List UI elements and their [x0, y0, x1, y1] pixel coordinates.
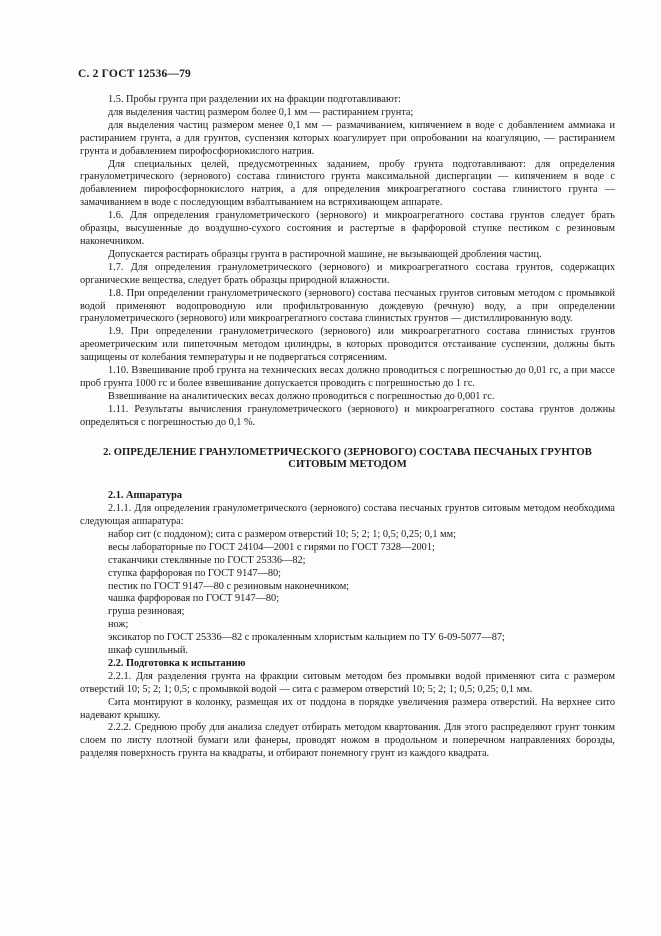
- paragraph: пестик по ГОСТ 9147—80 с резиновым наконечником;: [108, 580, 350, 592]
- paragraph: 2.2.1. Для разделения грунта на фракции ситовым методом без промывки водой применяют сита с размером отверстий 10; 5; 2; 1; 0,5; с промывкой водой — сита с размером отверстий 10; 5; 2; 1; 0,5; 0,25; 0,1 мм.: [80, 670, 615, 695]
- paragraph: весы лабораторные по ГОСТ 24104—2001 с гирями по ГОСТ 7328—2001;: [108, 541, 435, 553]
- paragraph: набор сит (с поддоном); сита с размером отверстий 10; 5; 2; 1; 0,5; 0,25; 0,1 мм;: [108, 528, 456, 540]
- paragraph: для выделения частиц размером более 0,1 мм — растиранием грунта;: [108, 106, 414, 118]
- paragraph: 1.9. При определении гранулометрического (зернового) или микроагрегатного состава глинистых грунтов ареометрическим или пипеточным методом цилиндры, в которых проводится отстаивание суспензии, должны быть защищены от колебания температуры и не подвергаться сотрясениям.: [80, 326, 615, 364]
- paragraph: стаканчики стеклянные по ГОСТ 25336—82;: [108, 554, 306, 566]
- paragraph: 2.1.1. Для определения гранулометрического (зернового) состава песчаных грунтов ситовым методом необходима следующая аппаратура:: [80, 503, 615, 527]
- paragraph: Сита монтируют в колонку, размещая их от поддона в порядке увеличения размера отверстий. На верхнее сито надевают крышку.: [80, 696, 615, 721]
- paragraph: 1.11. Результаты вычисления гранулометрического (зернового) и микроагрегатного состава грунтов должны определяться с погрешностью до 0,1 %.: [80, 403, 615, 428]
- page-content: [80, 94, 615, 761]
- section-2-heading: 2. ОПРЕДЕЛЕНИЕ ГРАНУЛОМЕТРИЧЕСКОГО (ЗЕРНОВОГО) СОСТАВА ПЕСЧАНЫХ ГРУНТОВ СИТОВЫМ МЕТОДОМ: [103, 446, 592, 471]
- paragraph: 1.8. При определении гранулометрического (зернового) состава песчаных грунтов ситовым методом с промывкой водой применяют водопроводную или профильтрованную дождевую (речную) воду, а при определении гранулометрического (зернового) или микроагрегатного состава глинистых грунтов — дистиллированную воду.: [80, 287, 615, 325]
- paragraph: шкаф сушильный.: [108, 645, 188, 657]
- paragraph: нож;: [108, 619, 129, 631]
- paragraph: 1.5. Пробы грунта при разделении их на фракции подготавливают:: [108, 94, 401, 105]
- paragraph: Допускается растирать образцы грунта в растирочной машине, не вызывающей дробления частиц.: [108, 248, 542, 260]
- paragraph: 1.6. Для определения гранулометрического (зернового) и микроагрегатного состава грунтов следует брать образцы, высушенные до воздушно-сухого состояния и растертые в фарфоровой ступке пестиком с резиновым наконечником.: [80, 210, 615, 247]
- paragraph: 1.7. Для определения гранулометрического (зернового) и микроагрегатного состава грунтов, содержащих органические вещества, следует брать образцы природной влажности.: [80, 261, 615, 286]
- paragraph: Взвешивание на аналитических весах должно проводиться с погрешностью до 0,001 гс.: [108, 390, 495, 402]
- paragraph: 1.10. Взвешивание проб грунта на технических весах должно проводиться с погрешностью до 0,01 гс, а при массе проб грунта 1000 гс и более взвешивание допускается проводить с погрешностью до 1 гс.: [80, 365, 615, 389]
- section-1-paragraphs: [80, 94, 615, 430]
- page-header: С. 2 ГОСТ 12536—79: [78, 68, 191, 80]
- paragraph: ступка фарфоровая по ГОСТ 9147—80;: [108, 567, 281, 579]
- paragraph: Для специальных целей, предусмотренных заданием, пробу грунта подготавливают: для определения гранулометрического (зернового) состава глинистого грунта максимальной диспергации — кипячением в воде с добавлением пирофосфорнокислого натрия, а для определения микроагрегатного состава глинистого грунта — замачиванием в воде с последующим взбалтыванием на встряхивающем аппарате.: [80, 158, 615, 209]
- paragraph: чашка фарфоровая по ГОСТ 9147—80;: [108, 593, 280, 605]
- paragraph: 2.2.2. Среднюю пробу для анализа следует отбирать методом квартования. Для этого распределяют грунт тонким слоем по листу плотной бумаги или фанеры, проводят ножом в продольном и поперечном направлениях борозды, разделяя поверхность грунта на квадраты, и отбирают понемногу грунт из каждого квадрата.: [80, 722, 615, 760]
- subsection-heading: 2.1. Аппаратура: [108, 490, 183, 502]
- paragraph: для выделения частиц размером менее 0,1 мм — размачиванием, кипячением в воде с добавлением аммиака и растиранием грунта, а для грунтов, суспензия которых коагулирует при опробовании на коагуляцию, — растиранием грунта и добавлением пирофосфорнокислого натрия.: [80, 119, 615, 157]
- paragraph: груша резиновая;: [108, 606, 185, 618]
- section-2-paragraphs: [80, 490, 615, 761]
- paragraph: эксикатор по ГОСТ 25336—82 с прокаленным хлористым кальцием по ТУ 6-09-5077—87;: [108, 632, 505, 644]
- subsection-heading: 2.2. Подготовка к испытанию: [108, 657, 246, 669]
